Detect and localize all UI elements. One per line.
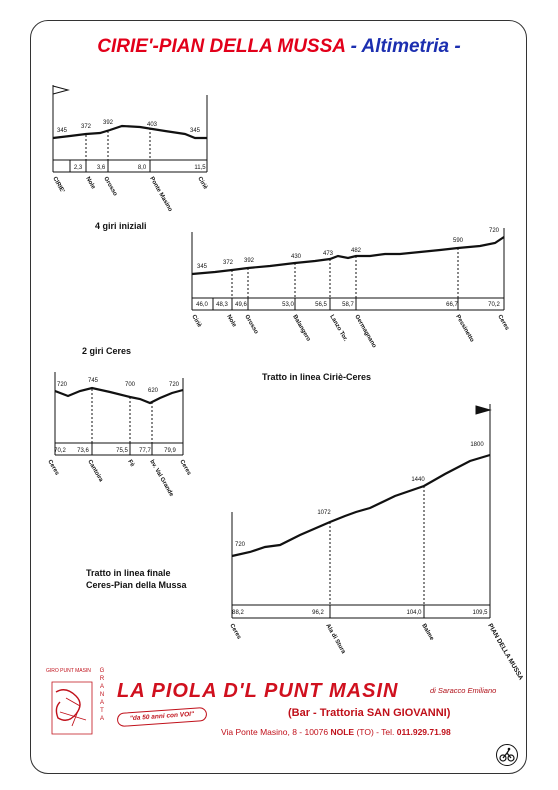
restaurant-name: LA PIOLA D'L PUNT MASIN <box>117 680 399 702</box>
profile-laps <box>53 85 207 172</box>
altitude-label: 392 <box>102 120 114 126</box>
restaurant-address <box>221 727 451 737</box>
altitude-label: 745 <box>87 378 99 384</box>
km-label: 58,7 <box>342 302 354 308</box>
altitude-label: 345 <box>56 128 68 134</box>
altitude-label: 620 <box>147 388 159 394</box>
km-label: 77,7 <box>139 448 151 454</box>
km-label: 46,0 <box>196 302 208 308</box>
place-label: Ciriè <box>196 176 209 191</box>
altitude-label: 403 <box>146 122 158 128</box>
place-label: Ceres <box>178 459 192 477</box>
logo-text: GIRO PUNT MASIN <box>46 668 91 674</box>
flag-finish-icon <box>476 406 490 414</box>
place-label: CIRIE' <box>51 176 66 195</box>
logo-letter: A <box>99 700 104 706</box>
place-label: Balangero <box>291 314 312 343</box>
altitude-label: 1072 <box>317 510 331 516</box>
altitude-label: 392 <box>243 258 255 264</box>
profile-final <box>232 404 490 618</box>
altitude-label: 473 <box>322 251 334 257</box>
place-label: PIAN DELLA MUSSA <box>486 622 525 682</box>
section-line-title: Tratto in linea Ciriè-Ceres <box>262 372 372 382</box>
km-label: 75,5 <box>116 448 128 454</box>
altitude-label: 590 <box>452 238 464 244</box>
km-label: 70,2 <box>54 448 66 454</box>
km-label: 49,6 <box>235 302 247 308</box>
elevation-line-final <box>232 455 490 556</box>
title-suffix: - Altimetria - <box>345 36 461 57</box>
km-label: 79,9 <box>164 448 176 454</box>
place-label: Cantoira <box>86 459 104 484</box>
altitude-label: 345 <box>196 264 208 270</box>
logo-letter: N <box>99 692 105 698</box>
logo-vertical-text <box>98 667 106 723</box>
km-label: 70,2 <box>488 302 500 308</box>
section-final-title-2: Ceres-Pian della Mussa <box>86 580 187 590</box>
place-label: Grosso <box>243 314 259 336</box>
place-label: Ponte Masino <box>148 176 173 213</box>
km-label: 3,6 <box>96 165 106 171</box>
km-label: 11,5 <box>194 165 206 171</box>
section-ceres-title: 2 giri Ceres <box>82 346 132 356</box>
place-label: Ciriè <box>190 314 203 329</box>
km-label: 53,0 <box>282 302 294 308</box>
place-label: Ceres <box>496 314 510 332</box>
cyclist-icon <box>496 744 518 766</box>
altitude-label: 430 <box>290 254 302 260</box>
altitude-label: 372 <box>80 124 92 130</box>
logo-letter: G <box>99 668 105 674</box>
altitude-label: 1800 <box>470 442 484 448</box>
logo-letter: T <box>100 708 104 714</box>
place-label: Nole <box>225 314 237 329</box>
address-street: Via Ponte Masino, 8 - 10076 <box>221 727 331 737</box>
flag-start-icon <box>53 85 68 96</box>
altitude-label: 720 <box>168 382 180 388</box>
km-label: 66,7 <box>446 302 458 308</box>
km-label: 8,0 <box>137 165 147 171</box>
logo-letter: R <box>99 676 105 682</box>
km-label: 2,3 <box>73 165 83 171</box>
km-label: 73,6 <box>77 448 89 454</box>
section-laps-title: 4 giri iniziali <box>95 221 147 231</box>
place-label: Pessinetto <box>454 314 475 344</box>
km-label: 48,3 <box>216 302 228 308</box>
logo-letter: A <box>99 684 104 690</box>
place-label: Ala di Stura <box>324 623 347 655</box>
place-label: Nole <box>84 176 96 191</box>
altitude-label: 720 <box>56 382 68 388</box>
restaurant-owner: di Saracco Emiliano <box>430 686 497 695</box>
logo-letter: A <box>99 716 104 722</box>
km-label: 96,2 <box>312 610 324 616</box>
place-label: Balme <box>420 623 435 642</box>
place-label: Ceres <box>46 459 60 477</box>
altitude-label: 700 <box>124 382 136 388</box>
km-label: 88,2 <box>232 610 244 616</box>
place-label: bv. Val Grande <box>148 459 175 498</box>
address-phone: 011.929.71.98 <box>396 727 451 737</box>
altitude-label: 1440 <box>411 477 425 483</box>
address-province: (TO) - Tel. <box>354 727 397 737</box>
elevation-line-laps <box>53 126 207 138</box>
address-town: NOLE <box>330 727 355 737</box>
place-label: Fè <box>126 459 135 469</box>
place-label: Lanzo Tor. <box>328 314 349 343</box>
km-label: 56,5 <box>315 302 327 308</box>
elevation-line-ceres <box>55 388 183 403</box>
slogan-badge: "da 50 anni con VOI" <box>117 707 208 727</box>
altitude-label: 482 <box>350 248 362 254</box>
profile-ceres <box>55 372 183 455</box>
restaurant-type: (Bar - Trattoria SAN GIOVANNI) <box>288 707 451 719</box>
km-label: 109,5 <box>472 610 488 616</box>
section-final-title-1: Tratto in linea finale <box>86 568 171 578</box>
altitude-label: 720 <box>488 228 500 234</box>
labels-layer <box>46 120 524 682</box>
altitude-label: 372 <box>222 260 234 266</box>
altitude-label: 345 <box>189 128 201 134</box>
km-label: 104,0 <box>406 610 422 616</box>
place-label: Grosso <box>102 176 118 198</box>
altitude-label: 720 <box>234 542 246 548</box>
title-route: CIRIE'-PIAN DELLA MUSSA <box>97 36 346 57</box>
place-label: Ceres <box>228 623 242 641</box>
place-label: Germagnano <box>353 314 377 350</box>
